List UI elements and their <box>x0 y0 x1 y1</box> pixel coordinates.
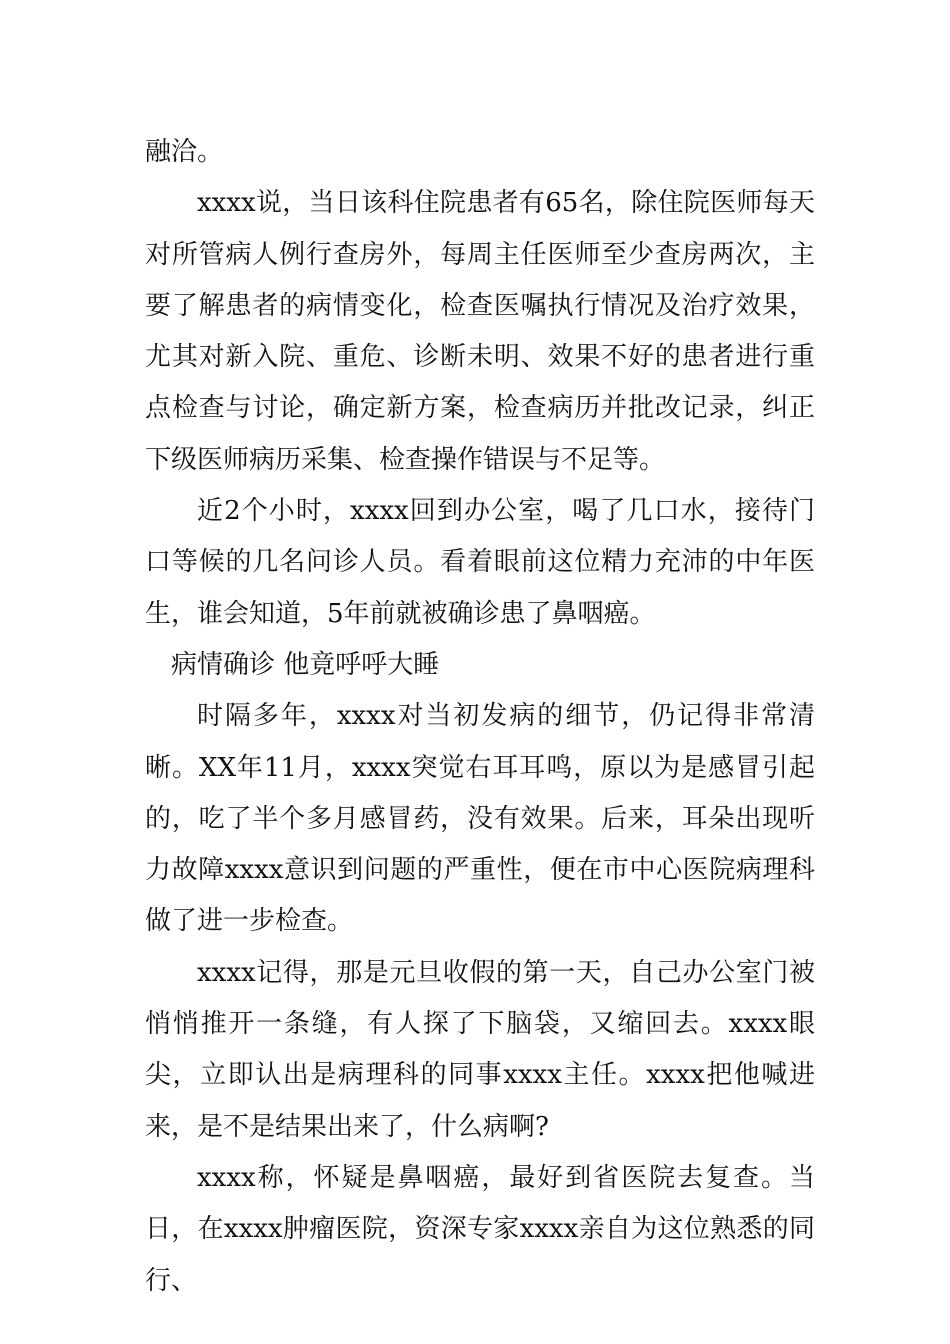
paragraph-ward-rounds: xxxx说，当日该科住院患者有65名，除住院医师每天对所管病人例行查房外，每周主任医师至少查房两次，主要了解患者的病情变化，检查医嘱执行情况及治疗效果，尤其对新入院、重危、诊断未明、效果不好的患者进行重点检查与讨论，确定新方案，检查病历并批改记录，纠正下级医师病历采集、检查操作错误与不足等。 <box>145 188 815 475</box>
paragraph-diagnosis: xxxx称，怀疑是鼻咽癌，最好到省医院去复查。当日，在xxxx肿瘤医院，资深专家xxxx亲自为这位熟悉的同行、 <box>145 1162 815 1296</box>
document-body <box>145 127 815 1307</box>
paragraph-onset: 时隔多年，xxxx对当初发病的细节，仍记得非常清晰。XX年11月，xxxx突觉右耳耳鸣，原以为是感冒引起的，吃了半个多月感冒药，没有效果。后来，耳朵出现听力故障xxxx意识到问题的严重性，便在市中心医院病理科做了进一步检查。 <box>145 701 815 937</box>
paragraph-result-day: xxxx记得，那是元旦收假的第一天，自己办公室门被悄悄推开一条缝，有人探了下脑袋，又缩回去。xxxx眼尖，立即认出是病理科的同事xxxx主任。xxxx把他喊进来，是不是结果出来了，什么病啊? <box>145 957 815 1142</box>
section-heading: 病情确诊 他竟呼呼大睡 <box>171 649 440 680</box>
paragraph-office-return: 近2个小时，xxxx回到办公室，喝了几口水，接待门口等候的几名问诊人员。看着眼前这位精力充沛的中年医生，谁会知道，5年前就被确诊患了鼻咽癌。 <box>145 496 815 629</box>
paragraph-continuation: 融洽。 <box>145 137 224 167</box>
